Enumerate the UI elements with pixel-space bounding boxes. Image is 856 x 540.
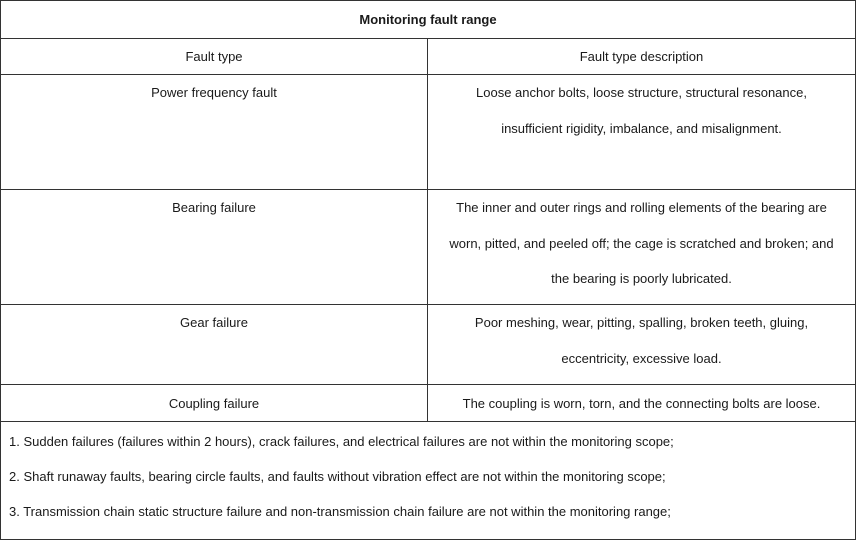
- header-fault-type: Fault type: [1, 39, 428, 75]
- description-line: The inner and outer rings and rolling elements of the bearing are: [456, 200, 827, 215]
- description-line: Loose anchor bolts, loose structure, structural resonance,: [476, 85, 807, 100]
- header-fault-description: Fault type description: [428, 39, 856, 75]
- note-line: 1. Sudden failures (failures within 2 hours), crack failures, and electrical failures are not within the monitoring scope;: [9, 434, 674, 449]
- fault-description-cell: [428, 385, 856, 422]
- table-row: [1, 385, 856, 422]
- notes-cell: [1, 422, 856, 540]
- description-line: Poor meshing, wear, pitting, spalling, broken teeth, gluing,: [474, 315, 809, 330]
- table-row: [1, 75, 856, 190]
- description-line: the bearing is poorly lubricated.: [551, 271, 732, 286]
- note-line: 2. Shaft runaway faults, bearing circle faults, and faults without vibration effect are not within the monitoring scope;: [9, 469, 666, 484]
- fault-type-cell: Gear failure: [1, 305, 428, 385]
- table-row: [1, 305, 856, 385]
- fault-type-cell: Power frequency fault: [1, 75, 428, 190]
- description-line: insufficient rigidity, imbalance, and misalignment.: [501, 120, 782, 136]
- table-title: Monitoring fault range: [1, 1, 856, 39]
- table-row: [1, 190, 856, 305]
- notes-row: [1, 422, 856, 540]
- fault-description-cell: [428, 305, 856, 385]
- description-line: eccentricity, excessive load.: [561, 350, 722, 366]
- header-row: [1, 39, 856, 75]
- fault-description-cell: [428, 190, 856, 305]
- note-line: 3. Transmission chain static structure failure and non-transmission chain failure are not within the monitoring range;: [9, 504, 671, 519]
- title-row: [1, 1, 856, 39]
- description-line: The coupling is worn, torn, and the connecting bolts are loose.: [462, 395, 821, 411]
- fault-type-cell: Bearing failure: [1, 190, 428, 305]
- fault-description-cell: [428, 75, 856, 190]
- fault-type-cell: Coupling failure: [1, 385, 428, 422]
- description-line: worn, pitted, and peeled off; the cage is scratched and broken; and: [449, 235, 834, 251]
